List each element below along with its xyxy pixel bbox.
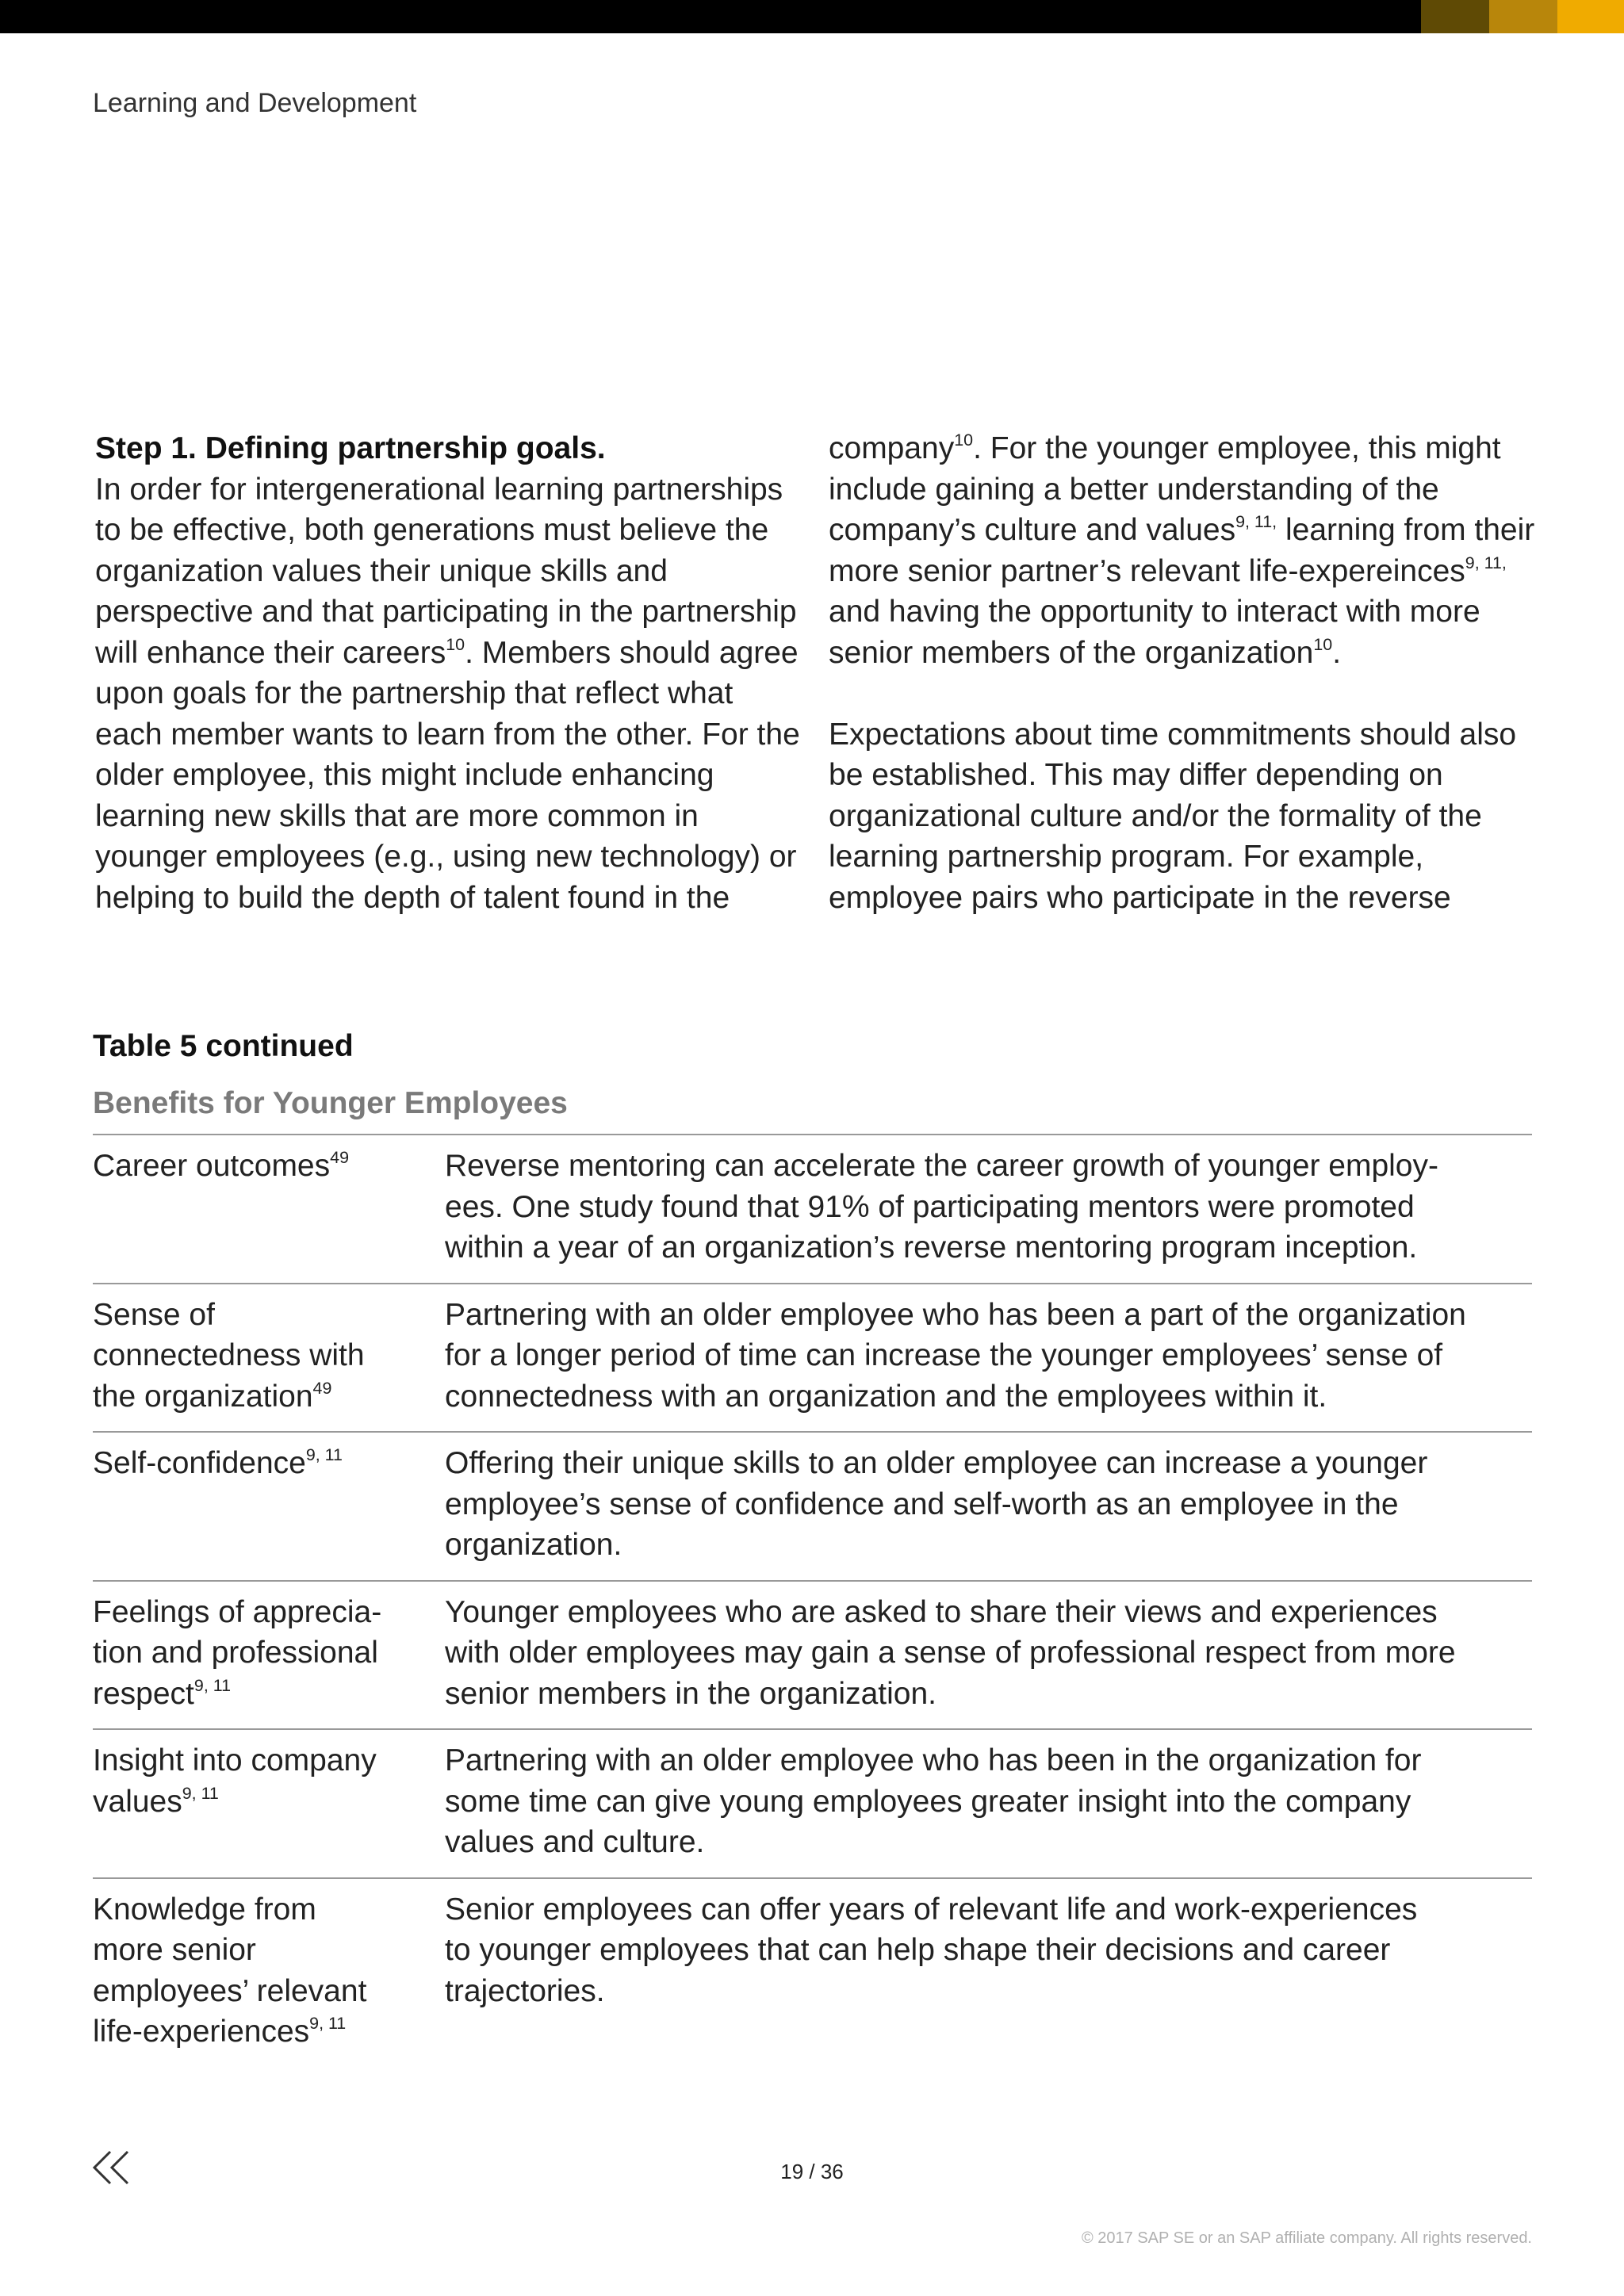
right-paragraph-text: . — [1332, 635, 1342, 670]
citation: 10 — [446, 634, 465, 654]
row-description: Partnering with an older employee who has been in the organization for some time can give young employees greater insight into the company values and culture. — [445, 1743, 1422, 1859]
citation: 49 — [312, 1378, 332, 1398]
table-row — [93, 1582, 1532, 1731]
citation: 49 — [330, 1147, 349, 1167]
citation: 9, 11 — [193, 1675, 231, 1695]
row-description: Partnering with an older employee who has been a part of the organization for a longer period of time can increase the younger employees’ sense of connectedness with an organization and the employees within it. — [445, 1297, 1466, 1414]
right-paragraph-text: . For the younger employee, this might include gaining a better understanding of the company’s culture and values — [829, 431, 1501, 547]
copyright-notice: © 2017 SAP SE or an SAP affiliate company. All rights reserved. — [1081, 2229, 1532, 2247]
citation: 9, 11, — [1465, 553, 1507, 572]
accent-segment-mid — [1489, 0, 1557, 33]
citation: 10 — [954, 430, 974, 450]
right-paragraph-text: learning from their more senior partner’s relevant life-expereinces — [829, 513, 1535, 588]
citation: 9, 11, — [1235, 511, 1277, 531]
citation: 9, 11 — [182, 1783, 219, 1803]
body-column-right — [829, 428, 1538, 918]
row-label: Feelings of apprecia- tion and professional respect$^{9, 11}$ — [93, 1594, 382, 1711]
table-row — [93, 1433, 1532, 1582]
row-description: Offering their unique skills to an older employee can increase a younger employee’s sense of confidence and self-worth as an employee in the organization. — [445, 1446, 1428, 1562]
table-row — [93, 1135, 1532, 1284]
left-paragraph-text: In order for intergenerational learning partnerships to be effective, both generations must believe the organization values their unique skills and perspective and that participating in the partnership will enhance their careers — [95, 472, 797, 670]
table-title: Table 5 continued — [93, 1029, 354, 1063]
row-label: Career outcomes$^{49}$ — [93, 1147, 349, 1183]
top-bar — [0, 0, 1624, 33]
table-row — [93, 1879, 1532, 2067]
accent-segment-dark — [1421, 0, 1489, 33]
table-row — [93, 1284, 1532, 1433]
citation: 9, 11 — [309, 2013, 347, 2033]
row-label: Knowledge from more senior employees’ relevant life-experiences$^{9, 11}$ — [93, 1892, 367, 2049]
left-paragraph-text-cont: . Members should agree upon goals for the partnership that reflect what each member wants to learn from the other. For the older employee, this might include enhancing learning new skills that are more common in younger employees (e.g., using new technology) or helping to build the depth of talent found in the — [95, 635, 800, 915]
row-label: Insight into company values$^{9, 11}$ — [93, 1743, 377, 1819]
section-title: Learning and Development — [93, 88, 417, 118]
row-description: Younger employees who are asked to share their views and experiences with older employees may gain a sense of professional respect from more senior members in the organization. — [445, 1594, 1456, 1711]
right-paragraph-2: Expectations about time commitments should also be established. This may differ depending on organizational culture and/or the formality of the learning partnership program. For example, employee pairs who participate in the reverse — [829, 717, 1517, 915]
row-description: Reverse mentoring can accelerate the career growth of younger employ- ees. One study found that 91% of participating mentors were promoted within a year of an organization’s reverse mentoring program inception. — [445, 1149, 1438, 1265]
citation: 10 — [1313, 634, 1333, 654]
row-label: Sense of connectedness with the organization$^{49}$ — [93, 1297, 365, 1414]
benefits-table — [93, 1134, 1532, 2067]
right-paragraph-text: and having the opportunity to interact with more senior members of the organization — [829, 595, 1480, 670]
page-number: 19 / 36 — [780, 2160, 844, 2183]
step-heading: Step 1. Defining partnership goals. — [95, 431, 606, 465]
row-description: Senior employees can offer years of relevant life and work-experiences to younger employees that can help shape their decisions and career trajectories. — [445, 1892, 1418, 2008]
table-subtitle: Benefits for Younger Employees — [93, 1086, 568, 1120]
citation: 9, 11 — [305, 1445, 343, 1464]
table-row — [93, 1730, 1532, 1879]
accent-segment-bright — [1557, 0, 1624, 33]
body-column-left — [95, 428, 805, 918]
right-paragraph-text: company — [829, 431, 955, 465]
row-label: Self-confidence$^{9, 11}$ — [93, 1445, 343, 1480]
